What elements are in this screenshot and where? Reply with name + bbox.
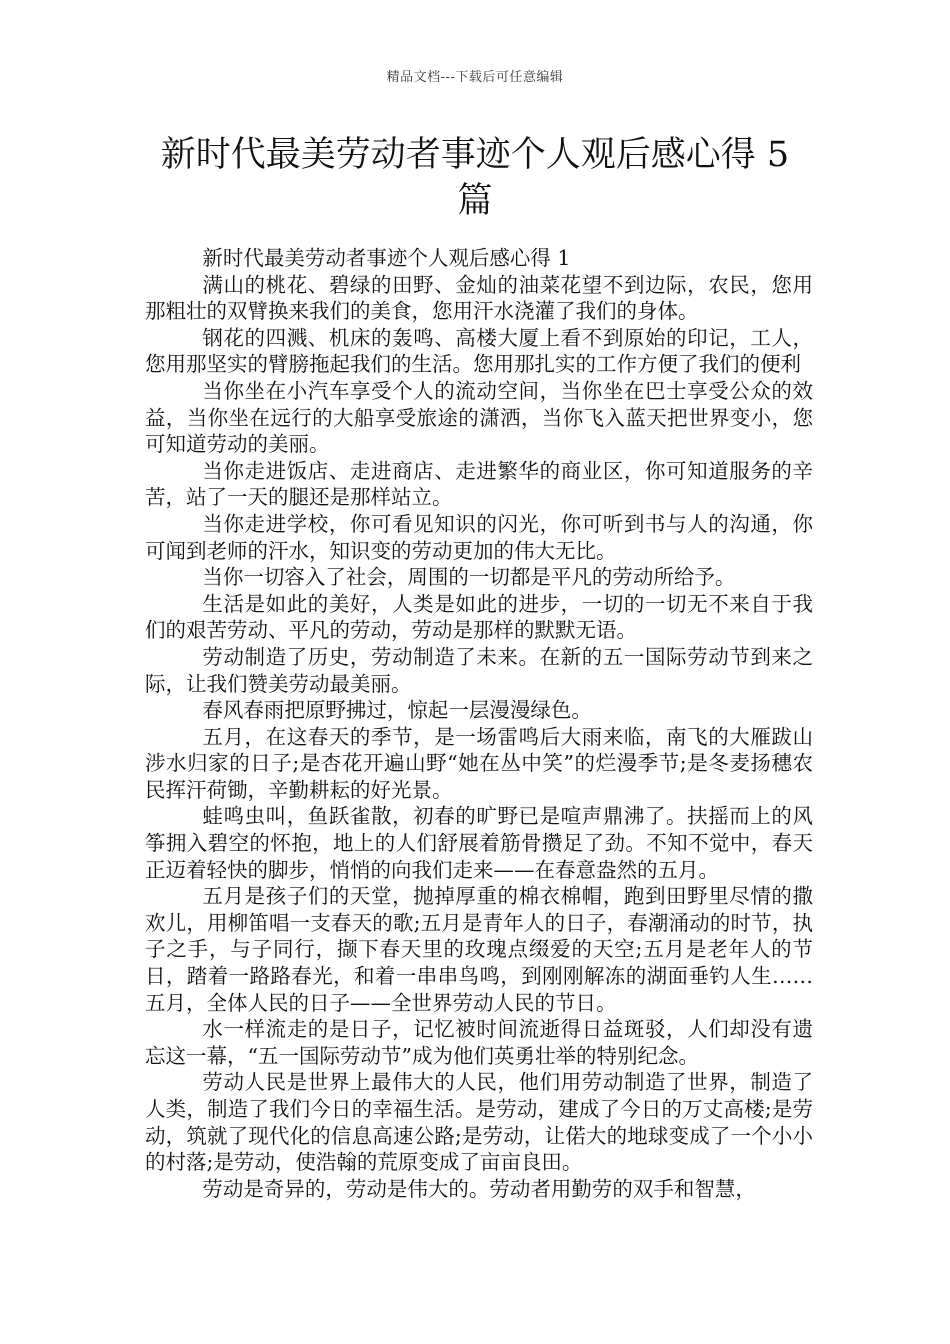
paragraph: 水一样流走的是日子，记忆被时间流逝得日益斑驳，人们却没有遗忘这一幕，“五一国际劳动节”成为他们英勇壮举的特别纪念。 (145, 1017, 813, 1068)
paragraph: 钢花的四溅、机床的轰鸣、高楼大厦上看不到原始的印记，工人，您用那坚实的臂膀拖起我们的生活。您用那扎实的工作方便了我们的便利 (145, 325, 813, 377)
paragraph: 当你走进饭店、走进商店、走进繁华的商业区，你可知道服务的辛苦，站了一天的腿还是那样站立。 (145, 458, 813, 510)
paragraph: 劳动制造了历史，劳动制造了未来。在新的五一国际劳动节到来之际，让我们赞美劳动最美丽。 (145, 644, 813, 696)
paragraph: 新时代最美劳动者事迹个人观后感心得 1 (202, 246, 571, 270)
paragraph: 当你一切容入了社会，周围的一切都是平凡的劳动所给予。 (202, 565, 736, 590)
paragraph: 蛙鸣虫叫，鱼跃雀散，初春的旷野已是喧声鼎沸了。扶摇而上的风筝拥入碧空的怀抱，地上的人们舒展着筋骨攒足了劲。不知不觉中，春天正迈着轻快的脚步，悄悄的向我们走来——在春意盎然的五月。 (145, 804, 813, 882)
paragraph: 生活是如此的美好，人类是如此的进步，一切的一切无不来自于我们的艰苦劳动、平凡的劳动，劳动是那样的默默无语。 (145, 591, 813, 643)
page-header: 精品文档---下载后可任意编辑 (386, 70, 564, 85)
paragraph: 劳动人民是世界上最伟大的人民，他们用劳动制造了世界，制造了人类，制造了我们今日的幸福生活。是劳动，建成了今日的万丈高楼;是劳动，筑就了现代化的信息高速公路;是劳动，让偌大的地球变成了一个小小的村落;是劳动，使浩翰的荒原变成了亩亩良田。 (145, 1070, 813, 1175)
document-title: 新时代最美劳动者事迹个人观后感心得 5 篇 (160, 135, 790, 221)
paragraph: 五月，在这春天的季节，是一场雷鸣后大雨来临，南飞的大雁跋山涉水归家的日子;是杏花开遍山野“她在丛中笑”的烂漫季节;是冬麦扬穗农民挥汗荷锄，辛勤耕耘的好光景。 (145, 724, 813, 802)
document-body (145, 245, 813, 1202)
paragraph: 当你坐在小汽车享受个人的流动空间，当你坐在巴士享受公众的效益，当你坐在远行的大船享受旅途的潇洒，当你飞入蓝天把世界变小，您可知道劳动的美丽。 (145, 378, 813, 457)
paragraph: 劳动是奇异的，劳动是伟大的。劳动者用勤劳的双手和智慧， (202, 1176, 756, 1201)
paragraph: 春风春雨把原野拂过，惊起一层漫漫绿色。 (202, 698, 592, 723)
paragraph: 当你走进学校，你可看见知识的闪光，你可听到书与人的沟通，你可闻到老师的汗水，知识变的劳动更加的伟大无比。 (145, 511, 813, 563)
paragraph: 满山的桃花、碧绿的田野、金灿的油菜花望不到边际，农民，您用那粗壮的双臂换来我们的美食，您用汗水浇灌了我们的身体。 (145, 272, 813, 324)
paragraph: 五月是孩子们的天堂，抛掉厚重的棉衣棉帽，跑到田野里尽情的撒欢儿，用柳笛唱一支春天的歌;五月是青年人的日子，春潮涌动的时节，执子之手，与子同行，撷下春天里的玫瑰点缀爱的天空;五月是老年人的节日，踏着一路路春光，和着一串串鸟鸣，到刚刚解冻的湖面垂钓人生……五月，全体人民的日子——全世界劳动人民的节日。 (145, 884, 813, 1015)
